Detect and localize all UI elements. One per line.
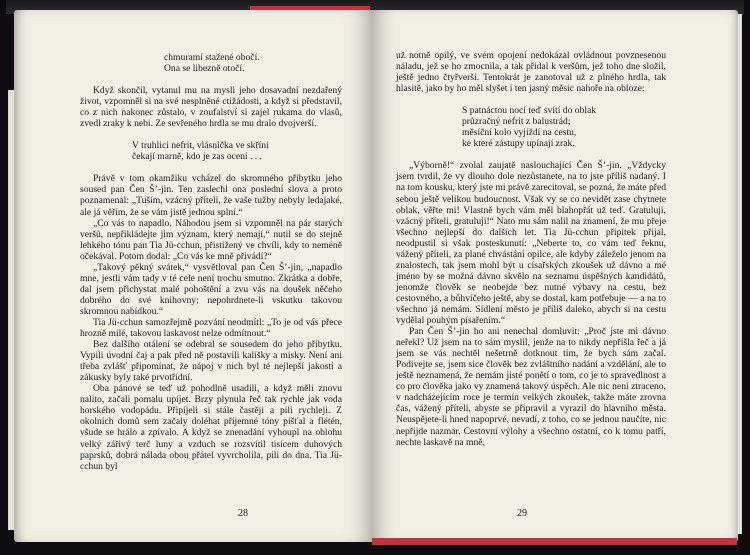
right-page bbox=[372, 10, 738, 542]
paragraph: „Takový pěkný svátek,“ vysvětloval pan Čen Š’-jin, „napadlo mne, jestli vám tady v té cele není trochu smutno. Zkrátka a dobře, dal jsem přichystat malé pohoštění a zvu vás na doušek něčeho dobrého do své knihovny; nepohrdnete-li vskutku takovou skromnou nabídkou.“ bbox=[80, 261, 342, 317]
page-number: 29 bbox=[517, 508, 527, 519]
paragraph: Oba pánové se teď už pohodlně usadili, a když měli znovu nalito, začali pomalu upíjet. Brzy plynula řeč tak rychle jak voda horského vodopádu. Připíjeli si stále častěji a pili rychleji. Z okolních domů sem začaly doléhat příjemné tóny píšťal a flétén, všude se hrálo a zpívalo. A když se znenadání vyhoupl na oblohu velký zářivý terč luny a vzduch se rozsvítil tisícem duhových paprsků, dobrá nálada obou přátel vyvrcholila, pili do dna. Tia Jü-cchun byl bbox=[80, 383, 342, 472]
verse-line: čekají marně, kdo je zas ocení . . . bbox=[132, 151, 262, 163]
red-cover-edge bbox=[372, 538, 737, 545]
left-page-text bbox=[80, 52, 342, 472]
verse-quatrain bbox=[396, 105, 666, 149]
verse-line: V truhlici nefrit, vlásnička ve skříni bbox=[132, 140, 269, 152]
verse-line: měsíční kolo vyjíždí na cestu, bbox=[462, 127, 577, 139]
paragraph: Když skončil, vytanul mu na mysli jeho dosavadní nezdařený život, vzpomněl si na své nesplněné ctižádosti, a když si představil, co z nich nakonec zůstalo, v zoufalství si zajel rukama do vlasů, zvedl zraky k nebi. Ze sevřeného hrdla se mu dralo dvojverší. bbox=[80, 85, 342, 130]
verse-middle bbox=[80, 140, 342, 162]
verse-line: chmuramí stažené obočí. bbox=[164, 52, 260, 63]
paragraph: „Výborně!“ zvolal zaujatě naslouchající Čen Š’-jin. „Vždycky jsem tvrdil, že vy dlouho dole nezůstanete, na to jste příliš nadaný. I na tom kousku, který jste mi právě zarecitoval, se pozná, že máte před sebou ještě velikou budoucnost. Však vy se co nevidět zase chytnete oblak, věřte mi! Vlastně bych vám měl blahopřát už teď. Gratuluji, vzácný příteli, gratuluji!“ Nato mu sám nalil na znamení, že mu přeje všechno nejlepší do dalších let. Tia Jü-cchun připitek přijal, neodpustil si však posteskunutí: „Neberte to, co vám teď řeknu, vážený příteli, za plané chvástání opilce, ale kdyby záleželo jenom na znalostech, tak jsem mohl být u císařských zkoušek už dávno a mé jméno by se možná dávno skvělo na seznamu úspěšných kandidátů, jenomže člověk se neobejde bez nutné výbavy na cestu, bez cestovného, a bůhvíčeho ještě, aby se dostal, kam potřebuje — a na to všechno já nemám. Sídlení město je příliš daleko, abych si na cestu vydělal pouhým písařením.“ bbox=[396, 160, 666, 327]
verse-top bbox=[80, 52, 342, 74]
verse-line: S patnáctou nocí teď svítí do oblak bbox=[462, 105, 597, 117]
paragraph: Tia Jü-cchun samozřejmě pozvání neodmítl: „To je od vás přece hrozně milé, takovou laskavost nelze odmítnout.“ bbox=[80, 316, 342, 340]
paragraph: Právě v tom okamžiku vcházel do skromného příbytku jeho soused pan Čen Š’-jin. Ten zaslechl ona poslední slova a proto poznamenal: „Tuším, vzácný příteli, že vaše tužby nebyly ledajaké, ale já věřím, že se vám jistě jednou splní.“ bbox=[80, 173, 342, 218]
page-number: 28 bbox=[238, 508, 248, 519]
verse-line: Ona se libezně otočí. bbox=[164, 63, 245, 75]
verse-line: ke které zástupy upínají zrak. bbox=[462, 138, 575, 150]
paragraph: Pan Čen Š’-jin ho ani nenechal domluvit: „Proč jste mi dávno neřekl? Už jsem na to sám myslil, jenže na to nikdy nepřišla řeč a já jsem se vás nechtěl nešetrně dotknout tím, že bych sám začal. Podívejte se, jsem sice člověk bez zvláštního nadání a vzdělání, ale to ještě neznamená, že nemám jisté ponětí o tom, co je to spravedlnost a co pro člověka jako vy znamená takový úspěch. Ale nic není ztraceno, v nadcházejícím roce je termín velkých zkoušek, takže máte zrovna čas, vážený příteli, abyste se připravil a vyrazil do hlavního města. Neuspějete-li hned napoprvé, nevadí, z toho, co se jednou naučíte, nic nepřijde nazmar. Cestovní výlohy a všechno ostatní, co k tomu patří, nechte laskavě na mně, bbox=[396, 326, 666, 448]
paragraph: už notně opilý, ve svém opojení nedokázal ovládnout povznesenou náladu, jež se ho zmocnila, a tak přidal k veršům, jež toho dne složil, ještě jedno čtyřverší. Tentokrát je zanotoval už z plného hrdla, tak hlasitě, jako by ho měl slyšet i ten jasný měsíc nahoře na obloze: bbox=[396, 50, 666, 95]
right-page-text bbox=[396, 50, 666, 448]
paragraph: „Co vás to napadlo. Náhodou jsem si vzpomněl na pár starých veršů, nepřikládejte jim význam, který nemají,“ nutil se do stejně lehkého tónu pan Tia Jü-cchun, přistižený ve chvíli, kdy to neméně očekával. Potom dodal: „Co vás ke mně přivádí?“ bbox=[80, 217, 342, 262]
verse-line: průzračný nefrit z balustrád; bbox=[462, 116, 571, 128]
paragraph: Bez dalšího otálení se odebral se sousedem do jeho příbytku. Vypili úvodní čaj a pak před ně postavili kalíšky a misky. Není ani třeba zvlášť připomínat, že nápoj v nich byl té nejlepší jakosti a zákusky byly také prvotřídní. bbox=[80, 339, 342, 384]
left-page bbox=[14, 10, 372, 542]
